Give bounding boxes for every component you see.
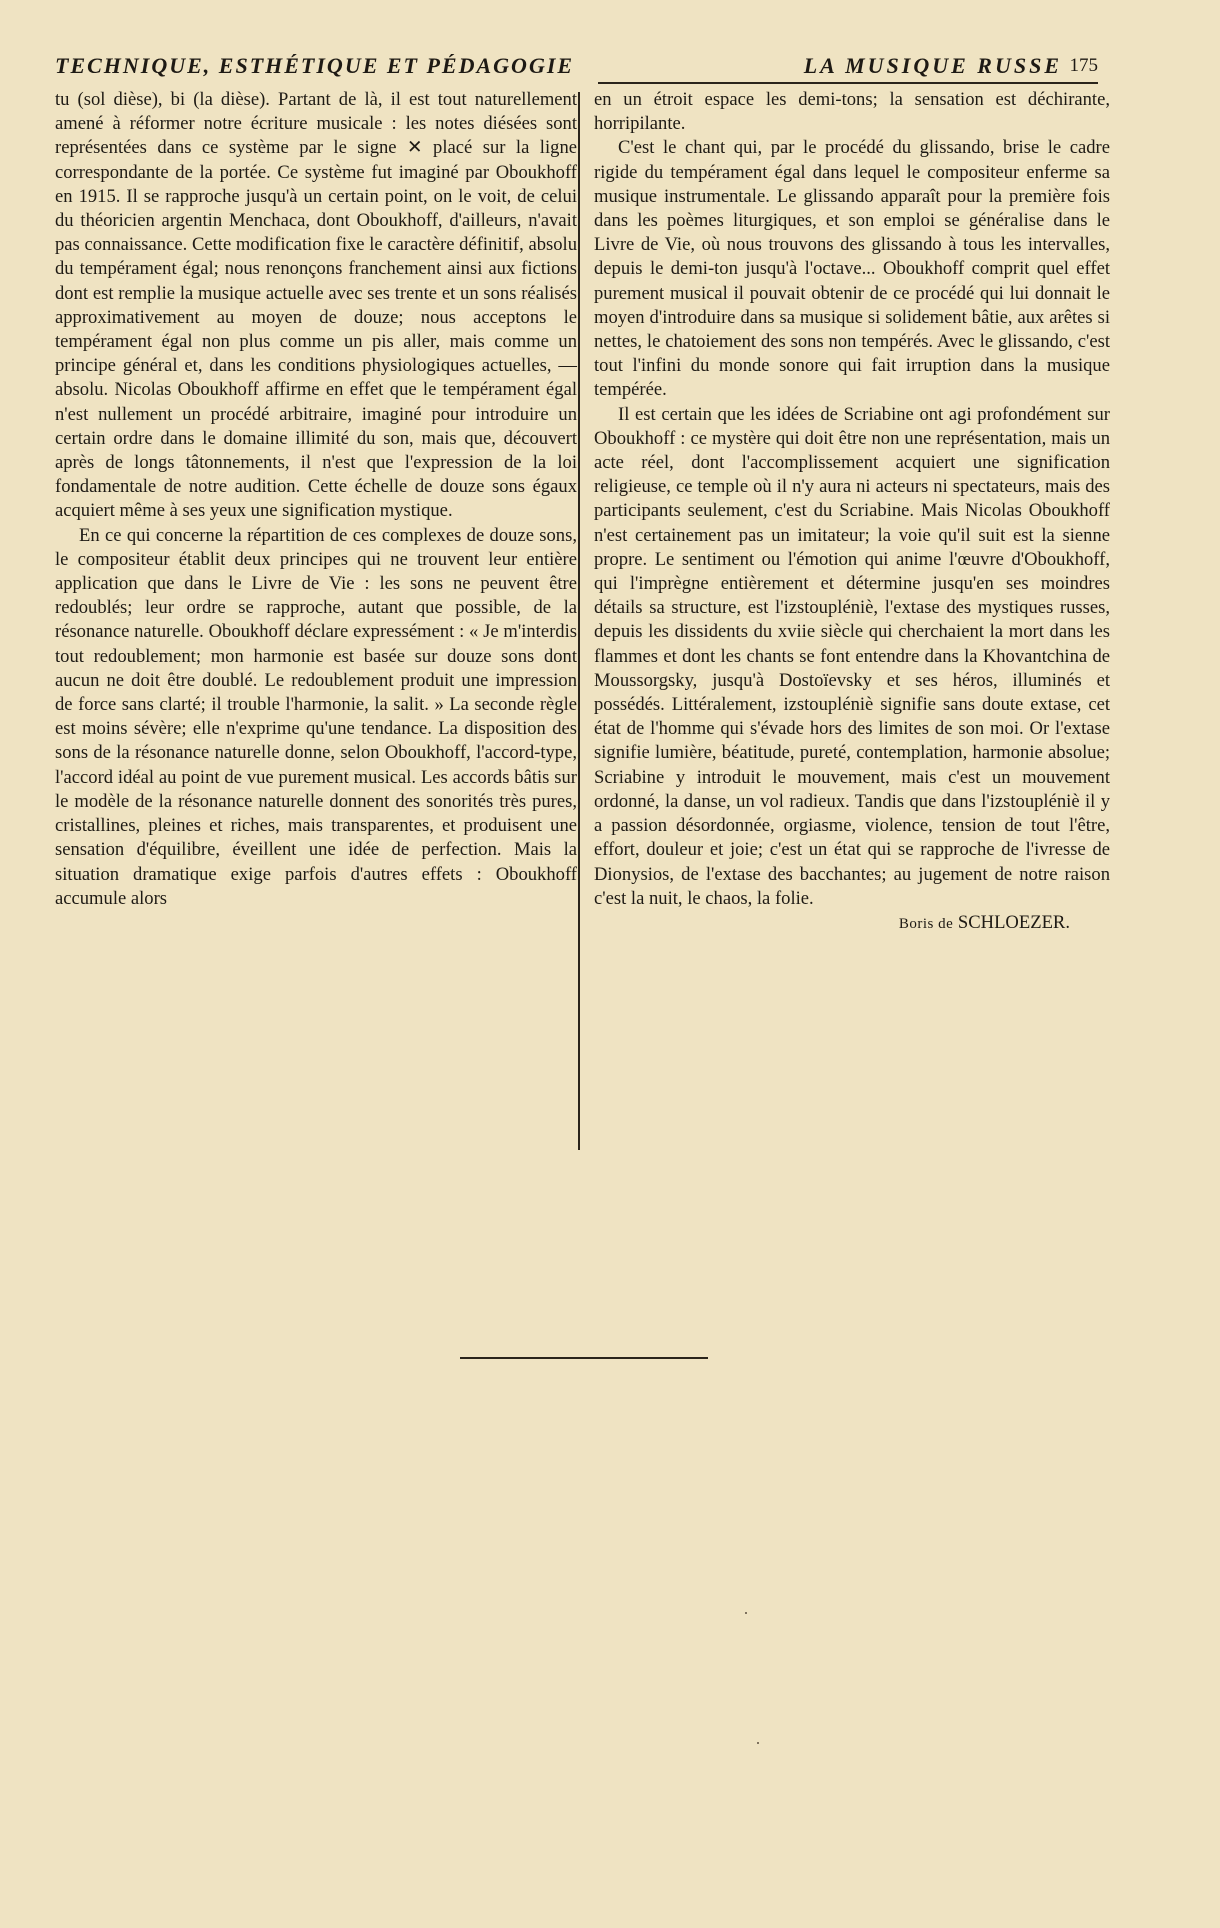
column-divider — [578, 92, 580, 1150]
header-rule — [598, 82, 1098, 84]
paragraph: C'est le chant qui, par le procédé du glissando, brise le cadre rigide du tempérament égal dans lequel le compositeur enferme sa musique instrumentale. Le glissando apparaît pour la première fois dans les poèmes liturgiques, et son emploi se généralise dans le Livre de Vie, où nous trouvons des glissando à tous les intervalles, depuis le demi-ton jusqu'à l'octave... Oboukhoff comprit quel effet purement musical il pouvait obtenir de ce procédé qui lui donnait le moyen d'introduire dans sa musique si solidement bâtie, aux arêtes si nettes, le chatoiement des sons non tempérés. Avec le glissando, c'est tout l'infini du monde sonore qui fait irruption dans la musique tempérée. — [594, 137, 1110, 401]
end-rule — [460, 1357, 708, 1359]
header-left-title: TECHNIQUE, ESTHÉTIQUE ET PÉDAGOGIE — [55, 53, 575, 78]
right-column — [594, 88, 1110, 936]
signature-first-name: Boris de — [898, 915, 954, 932]
paragraph: en un étroit espace les demi-tons; la sensation est déchirante, horripilante. — [594, 89, 1110, 135]
left-column — [55, 88, 577, 911]
signature-last-name: SCHLOEZER. — [957, 911, 1070, 933]
paper-speck — [745, 1612, 747, 1614]
paper-speck — [757, 1742, 759, 1744]
header-right-title: LA MUSIQUE RUSSE — [803, 53, 1062, 78]
page-number: 175 — [1069, 55, 1098, 76]
author-signature — [594, 911, 1110, 936]
paragraph: En ce qui concerne la répartition de ces complexes de douze sons, le compositeur établit deux principes qui ne trouvent leur entière application que dans le Livre de Vie : les sons ne peuvent être redoublés; leur ordre se rapproche, autant que possible, de la résonance naturelle. Oboukhoff déclare expressément : « Je m'interdis tout redoublement; mon harmonie est basée sur douze sons dont aucun ne doit être doublé. Le redoublement produit une impression de force sans clarté; il trouble l'harmonie, la salit. » La seconde règle est moins sévère; elle n'exprime qu'une tendance. La disposition des sons de la résonance naturelle donne, selon Oboukhoff, l'accord-type, l'accord idéal au point de vue purement musical. Les accords bâtis sur le modèle de la résonance naturelle donnent des sonorités très pures, cristallines, pleines et riches, mais transparentes, et produisent une sensation d'équilibre, éveillent une idée de perfection. Mais la situation dramatique exige parfois d'autres effets : Oboukhoff accumule alors — [55, 524, 577, 909]
running-header — [55, 50, 1098, 84]
paragraph: Il est certain que les idées de Scriabine ont agi profondément sur Oboukhoff : ce mystère qui doit être non une représentation, mais un acte réel, dont l'accomplissement acquiert une signification religieuse, ce temple où il n'y aura ni acteurs ni spectateurs, mais des participants seulement, c'est du Scriabine. Mais Nicolas Oboukhoff n'est certainement pas un imitateur; la voie qu'il suit est la sienne propre. Le sentiment ou l'émotion qui anime l'œuvre d'Oboukhoff, qui l'imprègne entièrement et détermine jusqu'en ses moindres détails sa structure, est l'izstoupléniè, l'extase des mystiques russes, depuis les dissidents du xviie siècle qui cherchaient la mort dans les flammes et dont les chants se font entendre dans la Khovantchina de Moussorgsky, jusqu'à Dostoïevsky et ses héros, illuminés et possédés. Littéralement, izstoupléniè signifie sans doute extase, cet état de l'homme qui s'évade hors des limites de son moi. Or l'extase signifie lumière, béatitude, pureté, contemplation, harmonie absolue; Scriabine y introduit le mouvement, mais c'est un mouvement ordonné, la danse, un vol radieux. Tandis que dans l'izstoupléniè il y a passion désordonnée, orgiasme, violence, tension de tout l'être, effort, douleur et joie; c'est un état qui se rapproche de l'ivresse de Dionysios, de l'extase des bacchantes; au jugement de notre raison c'est la nuit, le chaos, la folie. — [594, 403, 1110, 909]
paragraph: tu (sol dièse), bi (la dièse). Partant de là, il est tout naturellement amené à réformer notre écriture musicale : les notes diésées sont représentées dans ce système par le signe ✕ placé sur la ligne correspondante de la portée. Ce système fut imaginé par Oboukhoff en 1915. Il se rapproche jusqu'à un certain point, on le voit, de celui du théoricien argentin Menchaca, dont Oboukhoff, d'ailleurs, n'avait pas connaissance. Cette modification fixe le caractère définitif, absolu du tempérament égal; nous renonçons franchement ainsi aux fictions dont est remplie la musique actuelle avec ses trente et un sons réalisés approximativement au moyen de douze; nous acceptons le tempérament égal non plus comme un pis aller, mais comme un principe général et, dans les conditions physiologiques actuelles, — absolu. Nicolas Oboukhoff affirme en effet que le tempérament égal n'est nullement un procédé arbitraire, imaginé pour introduire un certain ordre dans le domaine illimité du son, mais que, découvert après de longs tâtonnements, il n'est que l'expression de la loi fondamentale de notre audition. Cette échelle de douze sons égaux acquiert même à ses yeux une signification mystique. — [55, 89, 577, 522]
